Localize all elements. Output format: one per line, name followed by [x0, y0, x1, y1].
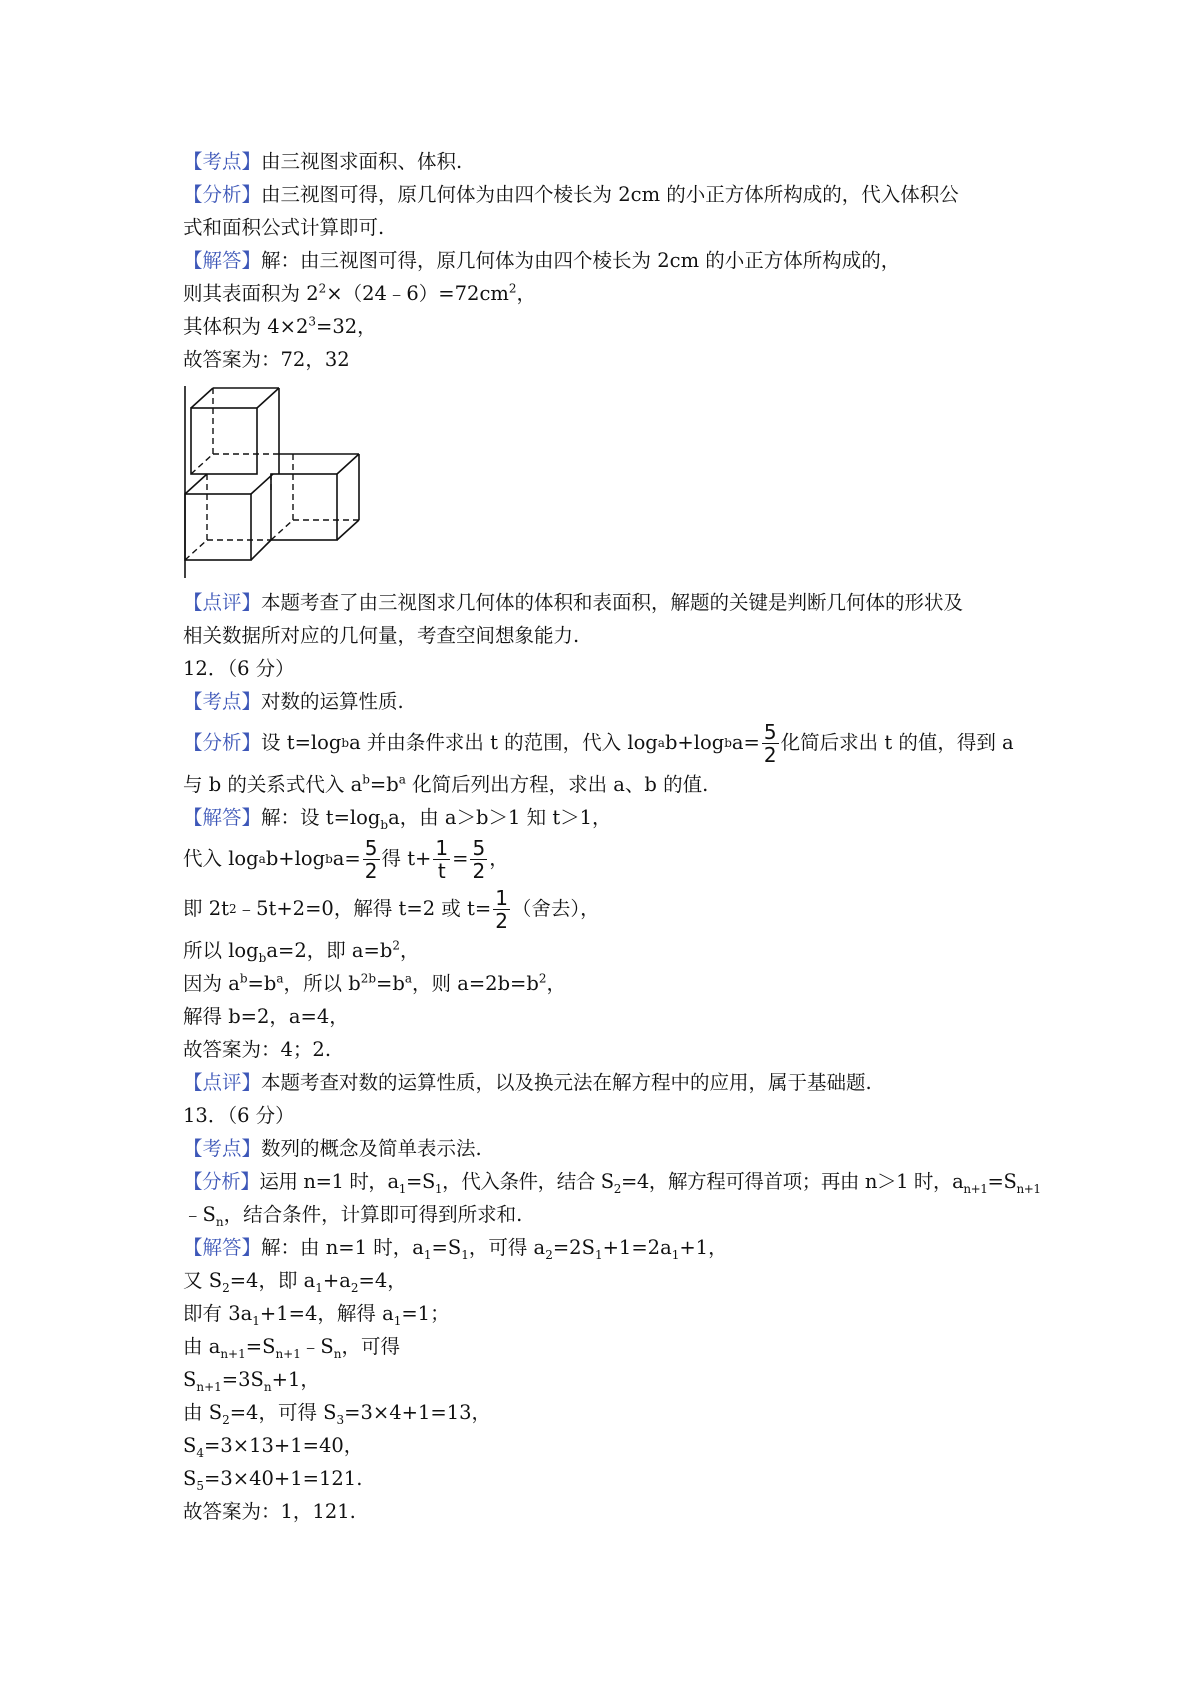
q13-kaodian-line: 【 考点 】 数列的概念及简单表示法. — [183, 1132, 1043, 1165]
q11-fenxi-line: 【 分析 】 由三视图可得，原几何体为由四个棱长为 2cm 的小正方体所构成的，代入体积公 — [183, 178, 1043, 211]
q12-fenxi-line-2: 与 b 的关系式代入 $a^b=b^a$ 化简后列出方程，求出 a、b 的值. — [183, 772, 709, 796]
q12-answer-line: 故答案为：4；2. — [183, 1038, 332, 1061]
q13-line-2: 又 $S_2=4$，即 $a_1+a_2=4$， — [183, 1269, 407, 1295]
q13-line-5: $S_{n+1}=3S_n+1$， — [183, 1368, 320, 1394]
tag-kaodian: 【 考点 】 — [183, 1137, 261, 1160]
q13-line-8: $S_5=3\times 40+1=121$. — [183, 1467, 363, 1493]
cube-figure — [183, 382, 1043, 582]
q12-log-line: 所以 $\log_ba=2$，即 $a=b^2$， — [183, 938, 420, 965]
q13-fenxi-line-2: $﹣S_n$，结合条件，计算即可得到所求和. — [183, 1203, 523, 1229]
q11-dianping-line-2: 相关数据所对应的几何量，考查空间想象能力. — [183, 624, 580, 647]
tag-jieda: 【 解答 】 — [183, 1236, 261, 1259]
tag-fenxi: 【 分析 】 — [183, 183, 261, 206]
q12-power-line: 因为 $a^b=b^a$，所以 $b^{2b}=b^a$，则 $a=2b=b^2$， — [183, 971, 567, 995]
q12-fenxi-line: 【 分析 】 设 t=log b a 并由条件求出 t 的范围，代入 log a b+log b a= $\frac{5}{2}$ 化简后求出 t 的值，得到 a — [183, 718, 1043, 768]
q13-line-6: 由 $S_2=4$，可得 $S_3=3\times 4+1=13$， — [183, 1401, 492, 1427]
q12-jieda-line: 【 解答 】 解：设 $t=\log_ba$，由 a＞b＞1 知 t＞1， — [183, 801, 1043, 834]
four-cubes-diagram — [183, 382, 383, 582]
q13-answer-line: 故答案为：1，121. — [183, 1500, 356, 1523]
q13-line-3: 即有 $3a_1+1=4$，解得 $a_1=1$； — [183, 1302, 450, 1328]
tag-kaodian: 【 考点 】 — [183, 150, 261, 173]
fraction: $\frac{5}{2}$ — [763, 719, 777, 767]
q13-header: 13．（6 分） — [183, 1104, 295, 1127]
fraction: $\frac{5}{2}$ — [472, 835, 486, 883]
tag-dianping: 【 点评 】 — [183, 591, 261, 614]
tag-dianping: 【 点评 】 — [183, 1071, 261, 1094]
q11-jieda-line: 【 解答 】 解：由三视图可得，原几何体为由四个棱长为 2cm 的小正方体所构成的， — [183, 244, 1043, 277]
q13-jieda-line: 【 解答 】 解：由 n=1 时，$a_1=S_1$，可得 $a_2=2S_1+1=2a_1+1$， — [183, 1231, 1043, 1264]
document-page — [183, 145, 1043, 1528]
fraction: $\frac{1}{2}$ — [495, 885, 508, 933]
q12-header: 12．（6 分） — [183, 657, 295, 680]
q13-line-7: $S_4=3\times 13+1=40$， — [183, 1434, 364, 1460]
q11-kaodian-line: 【 考点 】 由三视图求面积、体积. — [183, 145, 1043, 178]
tag-kaodian: 【 考点 】 — [183, 690, 261, 713]
fraction: $\frac{5}{2}$ — [364, 835, 378, 883]
fraction: $\frac{1}{t}$ — [435, 835, 449, 883]
tag-fenxi: 【 分析 】 — [183, 725, 261, 761]
q11-answer-line: 故答案为：72，32 — [183, 348, 350, 371]
q12-dianping-line: 【 点评 】 本题考查对数的运算性质，以及换元法在解方程中的应用，属于基础题. — [183, 1066, 1043, 1099]
tag-fenxi: 【 分析 】 — [183, 1170, 259, 1193]
q13-fenxi-line: 【 分析 】 运用 n=1 时，$a_1=S_1$，代入条件，结合 $S_2=4$，解方程可得首项；再由 n＞1 时，$a_{n+1}=S_{n+1}$ — [183, 1165, 1043, 1198]
q11-volume-line: 其体积为 $4\times 2^3=32$， — [183, 314, 377, 338]
q11-dianping-line: 【 点评 】 本题考查了由三视图求几何体的体积和表面积，解题的关键是判断几何体的形状及 — [183, 586, 1043, 619]
q13-line-4: 由 $a_{n+1}=S_{n+1}﹣S_n$，可得 — [183, 1335, 400, 1361]
tag-jieda: 【 解答 】 — [183, 249, 261, 272]
tag-jieda: 【 解答 】 — [183, 806, 261, 829]
q12-kaodian-line: 【 考点 】 对数的运算性质. — [183, 685, 1043, 718]
q11-surface-area-line: 则其表面积为 $2^2\times(24﹣6)=72cm^2$， — [183, 281, 537, 305]
q11-fenxi-line-2: 式和面积公式计算即可. — [183, 216, 385, 239]
q12-substitute-line: 代入 log a b+log b a= $\frac{5}{2}$ 得 t+ $\frac{1}{t}$ = $\frac{5}{2}$ ， — [183, 835, 509, 883]
q12-quadratic-line: 即 2t 2 ﹣5t+2=0，解得 t=2 或 t= $\frac{1}{2}$ （舍去）， — [183, 885, 600, 933]
q12-solution-line: 解得 b=2，a=4， — [183, 1005, 349, 1028]
